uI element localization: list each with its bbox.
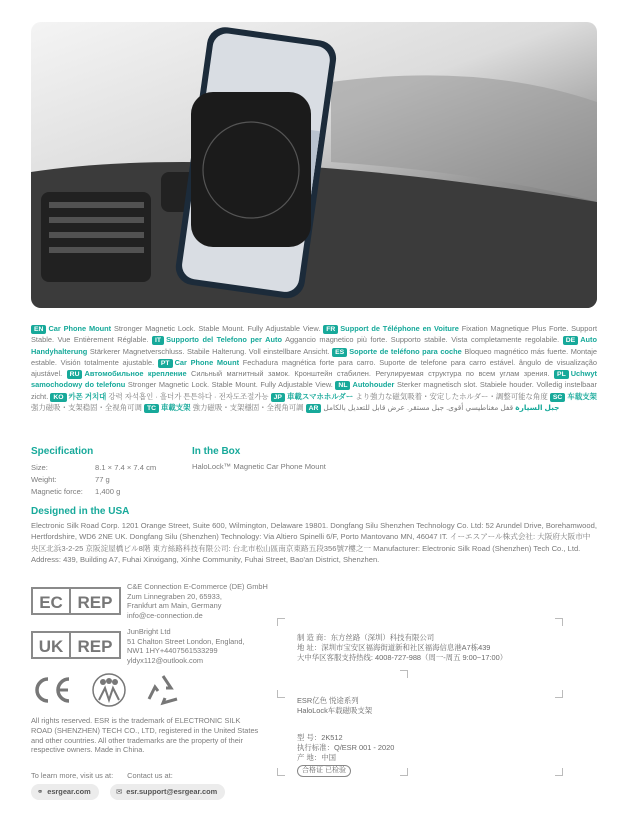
- language-desc-ko: 강력 자석흡인 · 흘더가 튼튼하다 · 전자도조절가능: [108, 391, 269, 401]
- chinese-model-info: 型 号：2K512 执行标准：Q/ESR 001 - 2020 产 地：中国 合格证 已检验: [297, 733, 394, 777]
- designed-heading: Designed in the USA: [31, 506, 130, 517]
- ce-mark-icon: [31, 675, 73, 705]
- language-tag-tc: TC: [144, 404, 159, 413]
- crop-mark: [400, 768, 408, 776]
- specification-table: [31, 462, 156, 498]
- language-tag-it: IT: [152, 336, 164, 345]
- crop-mark: [277, 690, 285, 698]
- language-title-pt: Car Phone Mount: [174, 357, 240, 367]
- spec-row-magnetic-force: Magnetic force: 1,400 g: [31, 487, 121, 496]
- learn-more-line: To learn more, visit us at: Contact us at:: [31, 771, 173, 780]
- language-desc-en: Stronger Magnetic Lock. Stable Mount. Fully Adjustable View.: [113, 324, 321, 333]
- globe-icon: ⚭: [37, 787, 44, 796]
- language-desc-ru: Сильный магнитный замок. Кронштейн стабилен. Регулируемая структура по всем углам зрения.: [190, 369, 550, 379]
- language-tag-es: ES: [332, 348, 347, 357]
- uk-rep-address: JunBright Ltd 51 Chalton Street London, England, NW1 1HY+4407561533299 yldyx112@outlook.com: [127, 627, 245, 665]
- language-tag-pl: PL: [554, 370, 569, 379]
- designed-addresses: Electronic Silk Road Corp. 1201 Orange Street, Suite 600, Wilmington, Delaware 19801. Dongfang Silu Shenzhen Technology Co. Ltd: 52 Arundel Drive, Borehamwood, Hertfordshire, WD6 2NE UK. Dongfang Silu (Shenzhen) Technology: Via Altiero Spinelli 6/F, Porto Mantovano MN, 46047 IT. イーエスアール株式会社: 大阪府大阪市中央区北浜3-2-25 京阪淀屋橋ビル8階 東方絲路科技有限公司: 台北市松山區南京東路五段356號7樓之一 Manufacturer: Electronic Silk Road (Shenzhen) Tech Co., Ltd. Address: 439, Building A7, Fuhai Xinxigang, Xinhe Community, Fuhai Street, Bao'an District, Shenzhen.: [31, 521, 597, 564]
- language-tag-sc: SC: [550, 393, 565, 402]
- language-tag-ru: RU: [67, 370, 83, 379]
- language-desc-it: Aggancio magnetico più forte. Supporto stabile. Vista completamente regolabile.: [285, 335, 560, 345]
- specification-heading: Specification: [31, 446, 94, 457]
- ec-rep-address: C&E Connection E-Commerce (DE) GmbH Zum Linnegraben 20, 65933, Frankfurt am Main, Germany info@ce-connection.de: [127, 582, 268, 620]
- product-photo: [31, 22, 597, 308]
- chinese-product-name: ESR亿色 悦途系列 HaloLock车载磁吸支架: [297, 696, 373, 715]
- crop-mark: [277, 618, 285, 626]
- crop-mark: [555, 690, 563, 698]
- language-tag-fr: FR: [323, 325, 338, 334]
- crop-mark: [555, 618, 563, 626]
- crop-mark: [277, 768, 285, 776]
- language-title-tc: 車載支架: [161, 403, 191, 413]
- language-tag-ko: KO: [50, 393, 66, 402]
- language-title-es: Soporte de teléfono para coche: [349, 346, 462, 356]
- website-link[interactable]: ⚭ esrgear.com: [31, 784, 99, 800]
- in-the-box-item: HaloLock™ Magnetic Car Phone Mount: [192, 462, 326, 471]
- crop-mark: [555, 768, 563, 776]
- certification-marks: [31, 672, 181, 708]
- language-title-jp: 車載スマホホルダー: [286, 391, 354, 401]
- language-title-ar: جبل السيارة: [515, 403, 560, 413]
- language-desc-ar: قفل مغناطيسي أقوى. جبل مستقر. عرض قابل للتعديل بالكامل: [323, 403, 514, 413]
- in-the-box-heading: In the Box: [192, 446, 241, 457]
- language-title-de: Auto Handyhalterung: [31, 335, 598, 356]
- language-tag-nl: NL: [335, 381, 350, 390]
- mail-icon: ✉: [116, 787, 123, 796]
- multilingual-descriptions: [31, 323, 597, 413]
- language-title-fr: Support de Téléphone en Voiture: [340, 324, 459, 333]
- language-desc-de: Stärkerer Magnetverschluss. Stabile Halterung. Voll einstellbare Ansicht.: [89, 346, 330, 356]
- language-desc-jp: より強力な磁気吸着・安定したホルダー・調整可能な角度: [355, 391, 548, 401]
- chinese-manufacturer-info: 制 造 商：东方丝路（深圳）科技有限公司 地 址：深圳市宝安区福海街道新和社区福海信息港A7栋439 大中华区客服支持热线: 4008-727-988（周一-周五 9:00~17:00）: [297, 633, 508, 662]
- language-title-sc: 车载支架: [567, 391, 597, 401]
- ec-rep-logo: EC REP: [31, 587, 121, 615]
- language-title-it: Supporto del Telefono per Auto: [166, 335, 282, 345]
- language-tag-pt: PT: [158, 359, 173, 368]
- language-tag-de: DE: [563, 336, 578, 345]
- language-tag-jp: JP: [271, 393, 285, 402]
- language-desc-pt: Fechadura magnética forte para carro. Suporte de telefone para carro estável. ângulo de visualização ajustável.: [31, 357, 598, 379]
- language-desc-tc: 強力磁吸・支架穩固・全視角可調: [192, 403, 304, 413]
- language-desc-pl: Stronger Magnetic Lock. Stable Mount. Fully Adjustable View.: [127, 380, 333, 390]
- email-link[interactable]: ✉ esr.support@esrgear.com: [110, 784, 225, 800]
- language-desc-es: Bloqueo magnético más fuerte. Montaje estable. Visión totalmente ajustable.: [31, 346, 598, 367]
- language-title-ru: Автомобильное крепление: [84, 369, 187, 379]
- language-desc-sc: 强力磁吸・支架稳固・全视角可调: [31, 403, 142, 413]
- language-title-ko: 카폰 거치대: [68, 391, 107, 401]
- language-desc-fr: Fixation Magnetique Plus Forte. Support Stable. Vue Entièrement Réglable.: [31, 324, 597, 345]
- language-tag-ar: AR: [306, 404, 322, 413]
- spec-row-size: Size: 8.1 × 7.4 × 7.4 cm: [31, 463, 157, 472]
- certificate-badge: 合格证 已检验: [297, 765, 351, 777]
- triman-icon: [91, 672, 127, 708]
- language-title-en: Car Phone Mount: [48, 324, 112, 333]
- spec-row-weight: Weight: 77 g: [31, 475, 110, 484]
- uk-rep-logo: UK REP: [31, 631, 121, 659]
- language-title-pl: Uchwyt samochodowy do telefonu: [31, 369, 598, 390]
- crop-mark: [400, 670, 408, 678]
- recycle-icon: [145, 673, 181, 707]
- language-title-nl: Autohouder: [352, 380, 395, 390]
- legal-text: All rights reserved. ESR is the trademark of ELECTRONIC SILK ROAD (SHENZHEN) TECH CO., LTD, registered in the United States and other countries. All other trademarks are the property of their respective owners. Made in China.: [31, 716, 259, 755]
- language-desc-nl: Sterker magnetisch slot. Stabiele houder. Volledig instelbaar zicht.: [31, 380, 597, 401]
- language-tag-en: EN: [31, 325, 46, 334]
